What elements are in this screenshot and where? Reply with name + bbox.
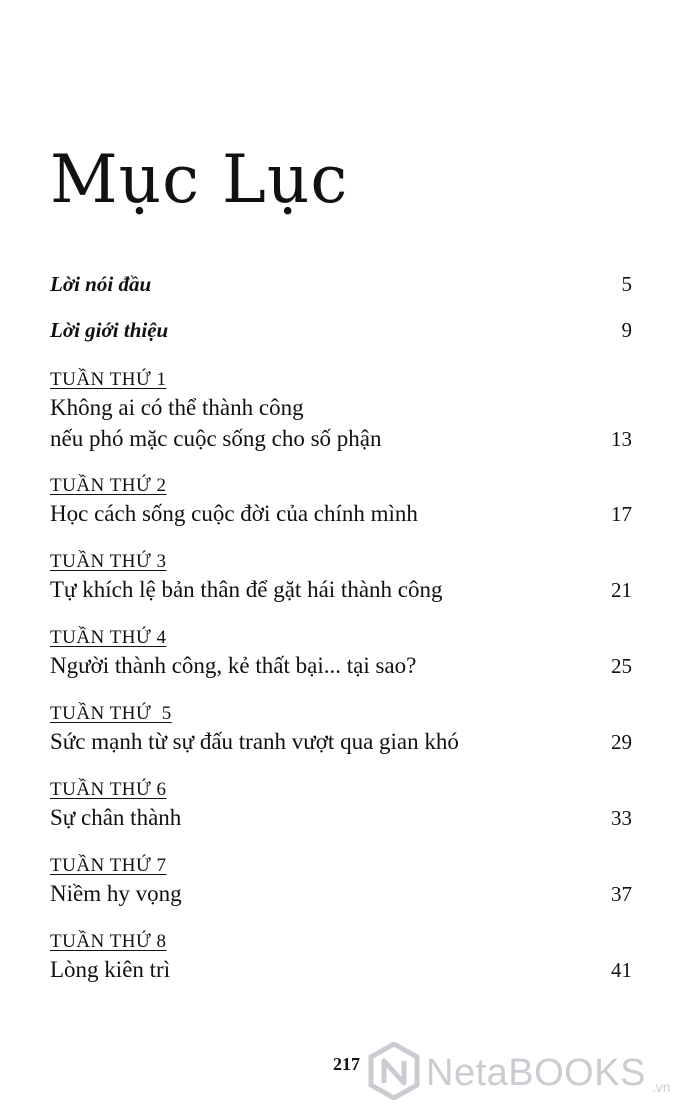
chapter-title-line bbox=[50, 726, 632, 758]
page-title: Mục Lục bbox=[50, 141, 349, 218]
chapter-title: Tự khích lệ bản thân để gặt hái thành công bbox=[50, 577, 443, 602]
chapter-title: Không ai có thể thành công bbox=[50, 395, 304, 420]
watermark bbox=[368, 1042, 671, 1105]
watermark-suffix: .vn bbox=[651, 1079, 671, 1095]
toc-week-2 bbox=[50, 474, 632, 530]
toc-entry-page: 5 bbox=[621, 272, 632, 296]
chapter-title-line bbox=[50, 878, 632, 910]
toc-entry-page: 9 bbox=[621, 318, 632, 342]
week-label: TUẦN THỨ 7 bbox=[50, 855, 167, 876]
toc-entry-page: 21 bbox=[611, 578, 632, 602]
toc-entry-introduction bbox=[50, 318, 632, 343]
n-hexagon-logo-icon bbox=[368, 1042, 420, 1105]
toc-week-8 bbox=[50, 930, 632, 986]
toc-week-4 bbox=[50, 626, 632, 682]
week-label: TUẦN THỨ 4 bbox=[50, 627, 167, 648]
chapter-title-line bbox=[50, 650, 632, 682]
chapter-title-line bbox=[50, 574, 632, 606]
page-number: 217 bbox=[333, 1054, 360, 1074]
toc-week-6 bbox=[50, 778, 632, 834]
toc-entry-preface bbox=[50, 272, 632, 297]
toc-entry-page: 41 bbox=[611, 958, 632, 982]
toc-week-3 bbox=[50, 550, 632, 606]
watermark-brand: NetaBOOKS bbox=[426, 1052, 646, 1094]
chapter-title: Lòng kiên trì bbox=[50, 957, 171, 982]
week-label: TUẦN THỨ 5 bbox=[50, 703, 172, 724]
chapter-title: Sức mạnh từ sự đấu tranh vượt qua gian khó bbox=[50, 729, 459, 754]
chapter-title: Niềm hy vọng bbox=[50, 881, 182, 906]
chapter-title: Người thành công, kẻ thất bại... tại sao? bbox=[50, 653, 417, 678]
toc-week-7 bbox=[50, 854, 632, 910]
toc-week-1 bbox=[50, 368, 632, 455]
toc-entry-title: Lời nói đầu bbox=[50, 272, 152, 296]
toc-entry-page: 37 bbox=[611, 882, 632, 906]
week-label: TUẦN THỨ 1 bbox=[50, 369, 167, 390]
chapter-title: nếu phó mặc cuộc sống cho số phận bbox=[50, 426, 382, 451]
toc-entry-page: 13 bbox=[611, 427, 632, 451]
chapter-title-line bbox=[50, 423, 632, 455]
toc-week-5 bbox=[50, 702, 632, 758]
chapter-title-line bbox=[50, 392, 632, 423]
chapter-title-line bbox=[50, 802, 632, 834]
toc-entry-page: 25 bbox=[611, 654, 632, 678]
toc-entry-page: 29 bbox=[611, 730, 632, 754]
week-label: TUẦN THỨ 8 bbox=[50, 931, 167, 952]
chapter-title-line bbox=[50, 498, 632, 530]
week-label: TUẦN THỨ 3 bbox=[50, 551, 167, 572]
chapter-title-line bbox=[50, 954, 632, 986]
chapter-title: Học cách sống cuộc đời của chính mình bbox=[50, 501, 418, 526]
week-label: TUẦN THỨ 6 bbox=[50, 779, 167, 800]
week-label: TUẦN THỨ 2 bbox=[50, 475, 167, 496]
chapter-title: Sự chân thành bbox=[50, 805, 182, 830]
toc-entry-title: Lời giới thiệu bbox=[50, 318, 169, 342]
toc-entry-page: 17 bbox=[611, 502, 632, 526]
toc-entry-page: 33 bbox=[611, 806, 632, 830]
